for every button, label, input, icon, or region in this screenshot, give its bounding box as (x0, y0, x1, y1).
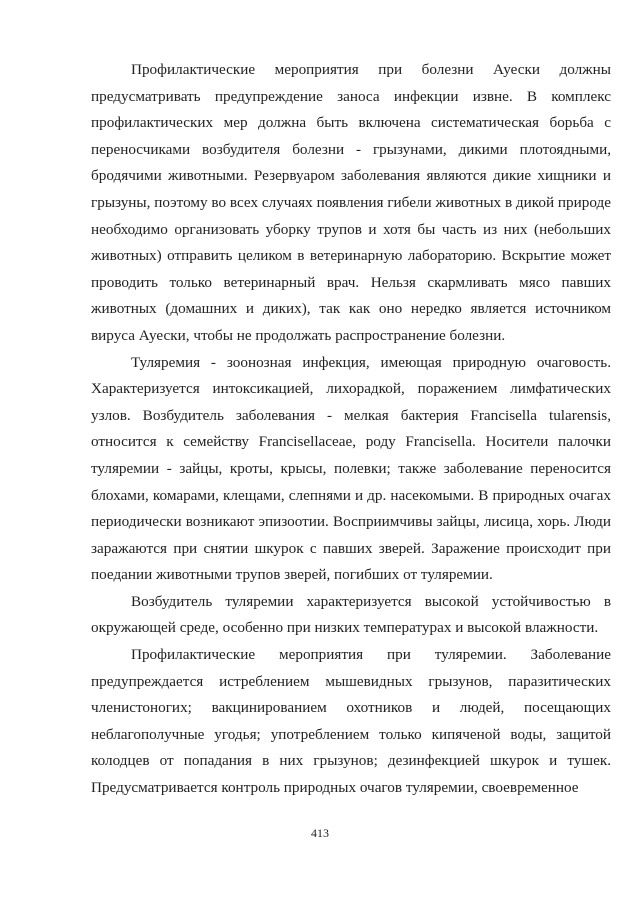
paragraph-tularemia-description: Туляремия - зоонозная инфекция, имеющая природную очаговость. Характеризуется интоксикацией, лихорадкой, поражением лимфатических узлов. Возбудитель заболевания - мелкая бактерия Francisella tularensis, относится к семейству Francisellaceae, роду Francisella. Носители палочки туляремии - зайцы, кроты, крысы, полевки; также заболевание переносится блохами, комарами, клещами, слепнями и др. насекомыми. В природных очагах периодически возникают эпизоотии. Восприимчивы зайцы, лисица, хорь. Люди заражаются при снятии шкурок с павших зверей. Заражение происходит при поедании животными трупов зверей, погибших от туляремии. (91, 353, 611, 584)
paragraph-tularemia-pathogen-resistance: Возбудитель туляремии характеризуется высокой устойчивостью в окружающей среде, особенно при низких температурах и высокой влажности. (91, 592, 611, 637)
paragraph-tularemia-prevention: Профилактические мероприятия при туляремии. Заболевание предупреждается истреблением мышевидных грызунов, паразитических членистоногих; вакцинированием охотников и людей, посещающих неблагополучные угодья; употреблением только кипяченой воды, защитой колодцев от попадания в них грызунов; дезинфекцией шкурок и тушек. Предусматривается контроль природных очагов туляремии, своевременное (91, 646, 611, 797)
body-text (91, 57, 611, 802)
page-number: 413 (311, 826, 329, 840)
paragraph-aujeszky-prevention: Профилактические мероприятия при болезни Ауески должны предусматривать предупреждение заноса инфекции извне. В комплекс профилактических мер должна быть включена систематическая борьба с переносчиками возбудителя болезни - грызунами, дикими плотоядными, бродячими животными. Резервуаром заболевания являются дикие хищники и грызуны, поэтому во всех случаях появления гибели животных в дикой природе необходимо организовать уборку трупов и хотя бы часть из них (небольших животных) отправить целиком в ветеринарную лабораторию. Вскрытие может проводить только ветеринарный врач. Нельзя скармливать мясо павших животных (домашних и диких), так как оно нередко является источником вируса Ауески, чтобы не продолжать распространение болезни. (91, 61, 611, 344)
